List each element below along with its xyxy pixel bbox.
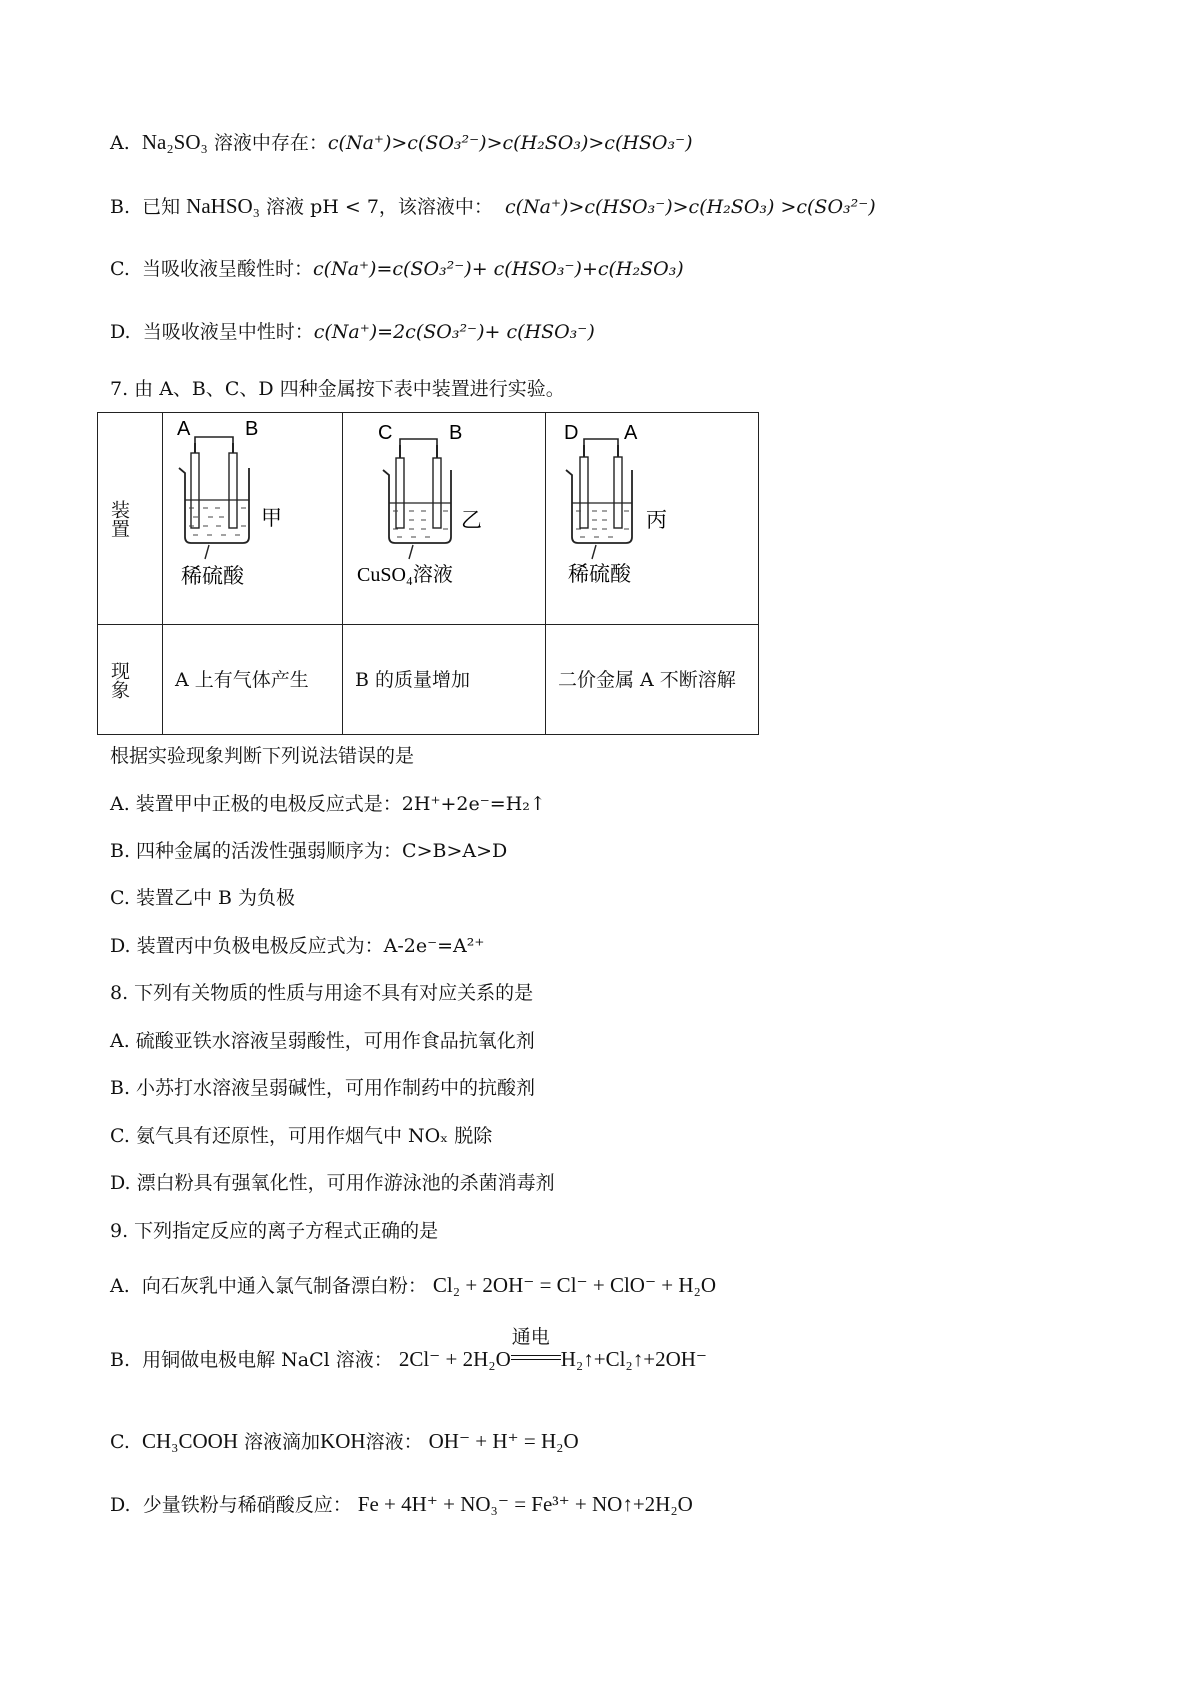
electrode-left-label: A bbox=[177, 418, 191, 440]
beaker-jia-diagram bbox=[163, 413, 342, 619]
q9-option-b: B. 用铜做电极电解 NaCl 溶液： 2Cl⁻ + 2H₂O 通电 H₂↑+Cl₂↑+2OH⁻ bbox=[110, 1345, 707, 1375]
q7-option-c: C. 装置乙中 B 为负极 bbox=[110, 887, 295, 909]
q9-option-c: C. CH₃COOH 溶液滴加KOH溶液： OH⁻ + H⁺ = H₂O bbox=[110, 1429, 579, 1453]
q7-ask: 根据实验现象判断下列说法错误的是 bbox=[110, 745, 415, 767]
beaker-yi-diagram bbox=[343, 413, 545, 619]
solution-label: 稀硫酸 bbox=[181, 564, 244, 588]
q8-stem: 8. 下列有关物质的性质与用途不具有对应关系的是 bbox=[110, 982, 534, 1004]
electrode-right-label: B bbox=[449, 422, 463, 444]
solution-label: 稀硫酸 bbox=[568, 562, 631, 586]
electrode-left-label: C bbox=[378, 422, 393, 444]
electrode-right-label: A bbox=[624, 422, 638, 444]
q9-stem: 9. 下列指定反应的离子方程式正确的是 bbox=[110, 1220, 439, 1242]
q7-option-d: D. 装置丙中负极电极反应式为：A-2e⁻=A²⁺ bbox=[110, 935, 485, 957]
q9-option-a: A. 向石灰乳中通入氯气制备漂白粉： Cl₂ + 2OH⁻ = Cl⁻ + ClO⁻ + H₂O bbox=[110, 1273, 717, 1297]
q6-option-c: C. 当吸收液呈酸性时：c(Na⁺)=c(SO₃²⁻)+ c(HSO₃⁻)+c(H₂SO₃) bbox=[110, 258, 684, 280]
q8-option-d: D. 漂白粉具有强氧化性，可用作游泳池的杀菌消毒剂 bbox=[110, 1172, 555, 1194]
device-name: 甲 bbox=[261, 506, 282, 530]
phenomenon-bing: 二价金属 A 不断溶解 bbox=[546, 625, 759, 735]
device-bing-cell bbox=[546, 413, 759, 625]
phenomenon-jia: A 上有气体产生 bbox=[163, 625, 343, 735]
row-head-device: 装置 bbox=[98, 413, 163, 625]
q7-option-a: A. 装置甲中正极的电极反应式是：2H⁺+2e⁻=H₂↑ bbox=[110, 793, 546, 815]
q6-option-d: D. 当吸收液呈中性时：c(Na⁺)=2c(SO₃²⁻)+ c(HSO₃⁻) bbox=[110, 321, 595, 343]
q8-option-b: B. 小苏打水溶液呈弱碱性，可用作制药中的抗酸剂 bbox=[110, 1077, 536, 1099]
q9-option-d: D. 少量铁粉与稀硝酸反应： Fe + 4H⁺ + NO₃⁻ = Fe³⁺ + NO↑+2H₂O bbox=[110, 1492, 693, 1516]
device-yi-cell bbox=[343, 413, 546, 625]
electrode-right-label: B bbox=[245, 418, 259, 440]
q7-apparatus-table bbox=[97, 412, 759, 735]
device-name: 丙 bbox=[646, 508, 667, 532]
electrolysis-condition-arrow: 通电 bbox=[511, 1347, 561, 1375]
electrode-left-label: D bbox=[564, 422, 579, 444]
q6-option-a: A. Na₂SO₃ 溶液中存在：c(Na⁺)>c(SO₃²⁻)>c(H₂SO₃)>c(HSO₃⁻) bbox=[110, 130, 693, 154]
solution-label: CuSO₄溶液 bbox=[357, 564, 453, 586]
q8-option-c: C. 氨气具有还原性，可用作烟气中 NOₓ 脱除 bbox=[110, 1125, 493, 1147]
q7-stem: 7. 由 A、B、C、D 四种金属按下表中装置进行实验。 bbox=[110, 378, 565, 400]
phenomenon-yi: B 的质量增加 bbox=[343, 625, 546, 735]
q8-option-a: A. 硫酸亚铁水溶液呈弱酸性，可用作食品抗氧化剂 bbox=[110, 1030, 535, 1052]
q7-option-b: B. 四种金属的活泼性强弱顺序为：C>B>A>D bbox=[110, 840, 508, 862]
q6-option-b: B. 已知 NaHSO₃ 溶液 pH < 7，该溶液中： c(Na⁺)>c(HSO₃⁻)>c(H₂SO₃) >c(SO₃²⁻) bbox=[110, 194, 876, 218]
beaker-bing-diagram bbox=[546, 413, 758, 619]
device-jia-cell bbox=[163, 413, 343, 625]
row-head-phenomenon: 现象 bbox=[98, 625, 163, 735]
device-name: 乙 bbox=[461, 508, 482, 532]
